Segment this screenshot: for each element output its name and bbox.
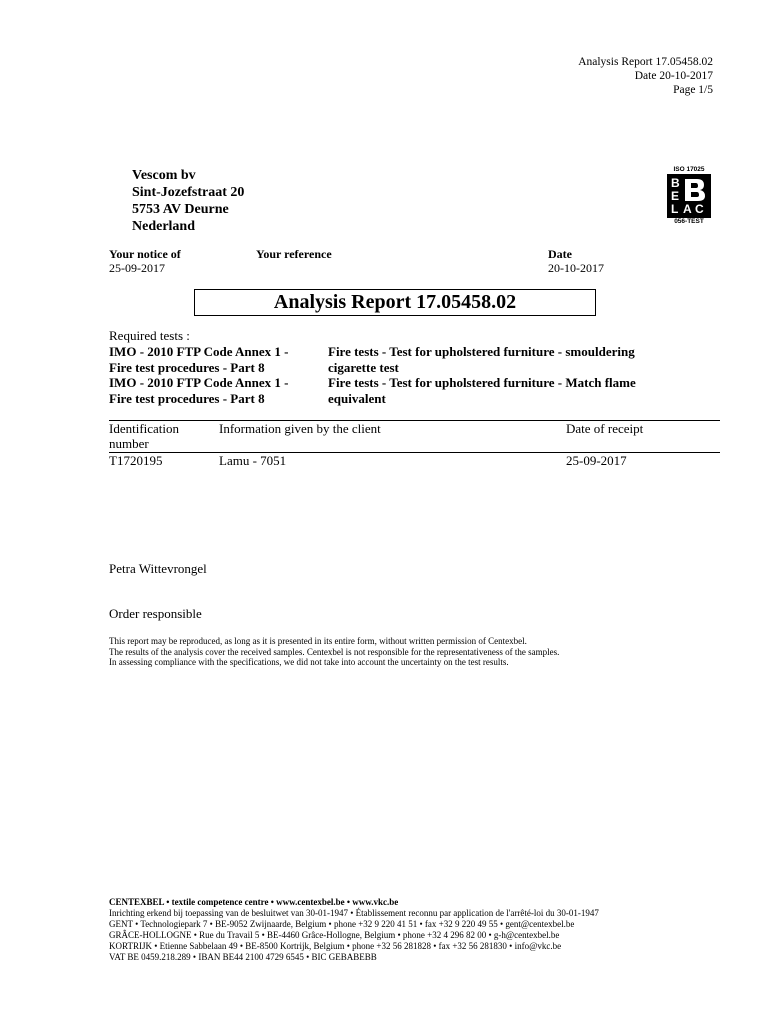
table-header-rule [109, 452, 720, 453]
test-description-line: cigarette test [328, 359, 399, 375]
notice-label: Your notice of [109, 247, 181, 261]
logo-box [667, 174, 711, 218]
footer-line: VAT BE 0459.218.289 • IBAN BE44 2100 4729 6545 • BIC GEBABEBB [109, 952, 377, 962]
note-line: This report may be reproduced, as long as it is presented in its entire form, without written permission of Centexbel. [109, 636, 527, 646]
belac-logo [667, 166, 711, 226]
test-description-line: Fire tests - Test for upholstered furniture - smouldering [328, 344, 635, 359]
table-cell-info: Lamu - 7051 [219, 453, 287, 468]
footer-line: GRÂCE-HOLLOGNE • Rue du Travail 5 • BE-4460 Grâce-Hollogne, Belgium • phone +32 4 296 82 00 • g-h@centexbel.be [109, 930, 560, 940]
footer-line: Inrichting erkend bij toepassing van de besluitwet van 30-01-1947 • Établissement reconnu par application de l'arrêté-loi du 30-01-1947 [109, 908, 599, 918]
test-description [328, 375, 718, 406]
test-description [328, 344, 718, 375]
company-footer [109, 897, 749, 963]
signatory-role: Order responsible [109, 606, 202, 621]
report-header [473, 55, 713, 97]
header-line: Identification [109, 421, 180, 436]
reference-label: Your reference [256, 247, 332, 261]
logo-letter: B [671, 176, 680, 190]
disclaimer-notes [109, 636, 729, 668]
note-line: The results of the analysis cover the received samples. Centexbel is not responsible for the representativeness of the samples. [109, 646, 560, 657]
test-code-line: Fire test procedures - Part 8 [109, 390, 265, 406]
header-line: number [109, 436, 149, 451]
logo-letter: E [671, 189, 680, 203]
date-value: 20-10-2017 [548, 261, 604, 275]
table-header-information: Information given by the client [219, 421, 381, 436]
address-line: 5753 AV Deurne [132, 202, 229, 217]
logo-iso-text: ISO 17025 [673, 166, 705, 173]
address-line: Nederland [132, 219, 195, 234]
test-description-line: equivalent [328, 390, 386, 406]
header-report-number: Analysis Report 17.05458.02 [578, 56, 713, 68]
header-page: Page 1/5 [673, 84, 713, 96]
notice-value: 25-09-2017 [109, 261, 165, 275]
test-code-line: IMO - 2010 FTP Code Annex 1 - [109, 375, 289, 390]
test-code [109, 344, 324, 375]
test-code [109, 375, 324, 406]
test-code-line: Fire test procedures - Part 8 [109, 359, 265, 375]
logo-b-shape [683, 178, 707, 202]
test-description-line: Fire tests - Test for upholstered furniture - Match flame [328, 375, 636, 390]
table-cell-id: T1720195 [109, 453, 163, 468]
signatory-name: Petra Wittevrongel [109, 561, 207, 576]
footer-line: GENT • Technologiepark 7 • BE-9052 Zwijnaarde, Belgium • phone +32 9 220 41 51 • fax +32 9 220 49 55 • gent@centexbel.be [109, 919, 575, 929]
address-line: Vescom bv [132, 168, 196, 183]
date-label: Date [548, 247, 572, 261]
footer-line: KORTRIJK • Etienne Sabbelaan 49 • BE-8500 Kortrijk, Belgium • phone +32 56 281828 • fax +32 56 281830 • info@vkc.be [109, 941, 562, 951]
report-title: Analysis Report 17.05458.02 [194, 289, 596, 316]
required-tests-label: Required tests : [109, 328, 190, 343]
logo-letter: C [695, 202, 704, 216]
footer-line: CENTEXBEL • textile competence centre • www.centexbel.be • www.vkc.be [109, 897, 399, 907]
header-date: Date 20-10-2017 [634, 70, 713, 82]
table-header-date: Date of receipt [566, 421, 644, 436]
note-line: In assessing compliance with the specifications, we did not take into account the uncertainty on the test results. [109, 657, 509, 667]
address-line: Sint-Jozefstraat 20 [132, 185, 245, 200]
test-code-line: IMO - 2010 FTP Code Annex 1 - [109, 344, 289, 359]
recipient-address [132, 167, 244, 235]
table-cell-date: 25-09-2017 [566, 453, 627, 468]
table-header-identification [109, 421, 179, 451]
logo-letter: L [671, 202, 679, 216]
logo-code-text: 056-TEST [674, 218, 704, 225]
logo-letter: A [683, 202, 692, 216]
